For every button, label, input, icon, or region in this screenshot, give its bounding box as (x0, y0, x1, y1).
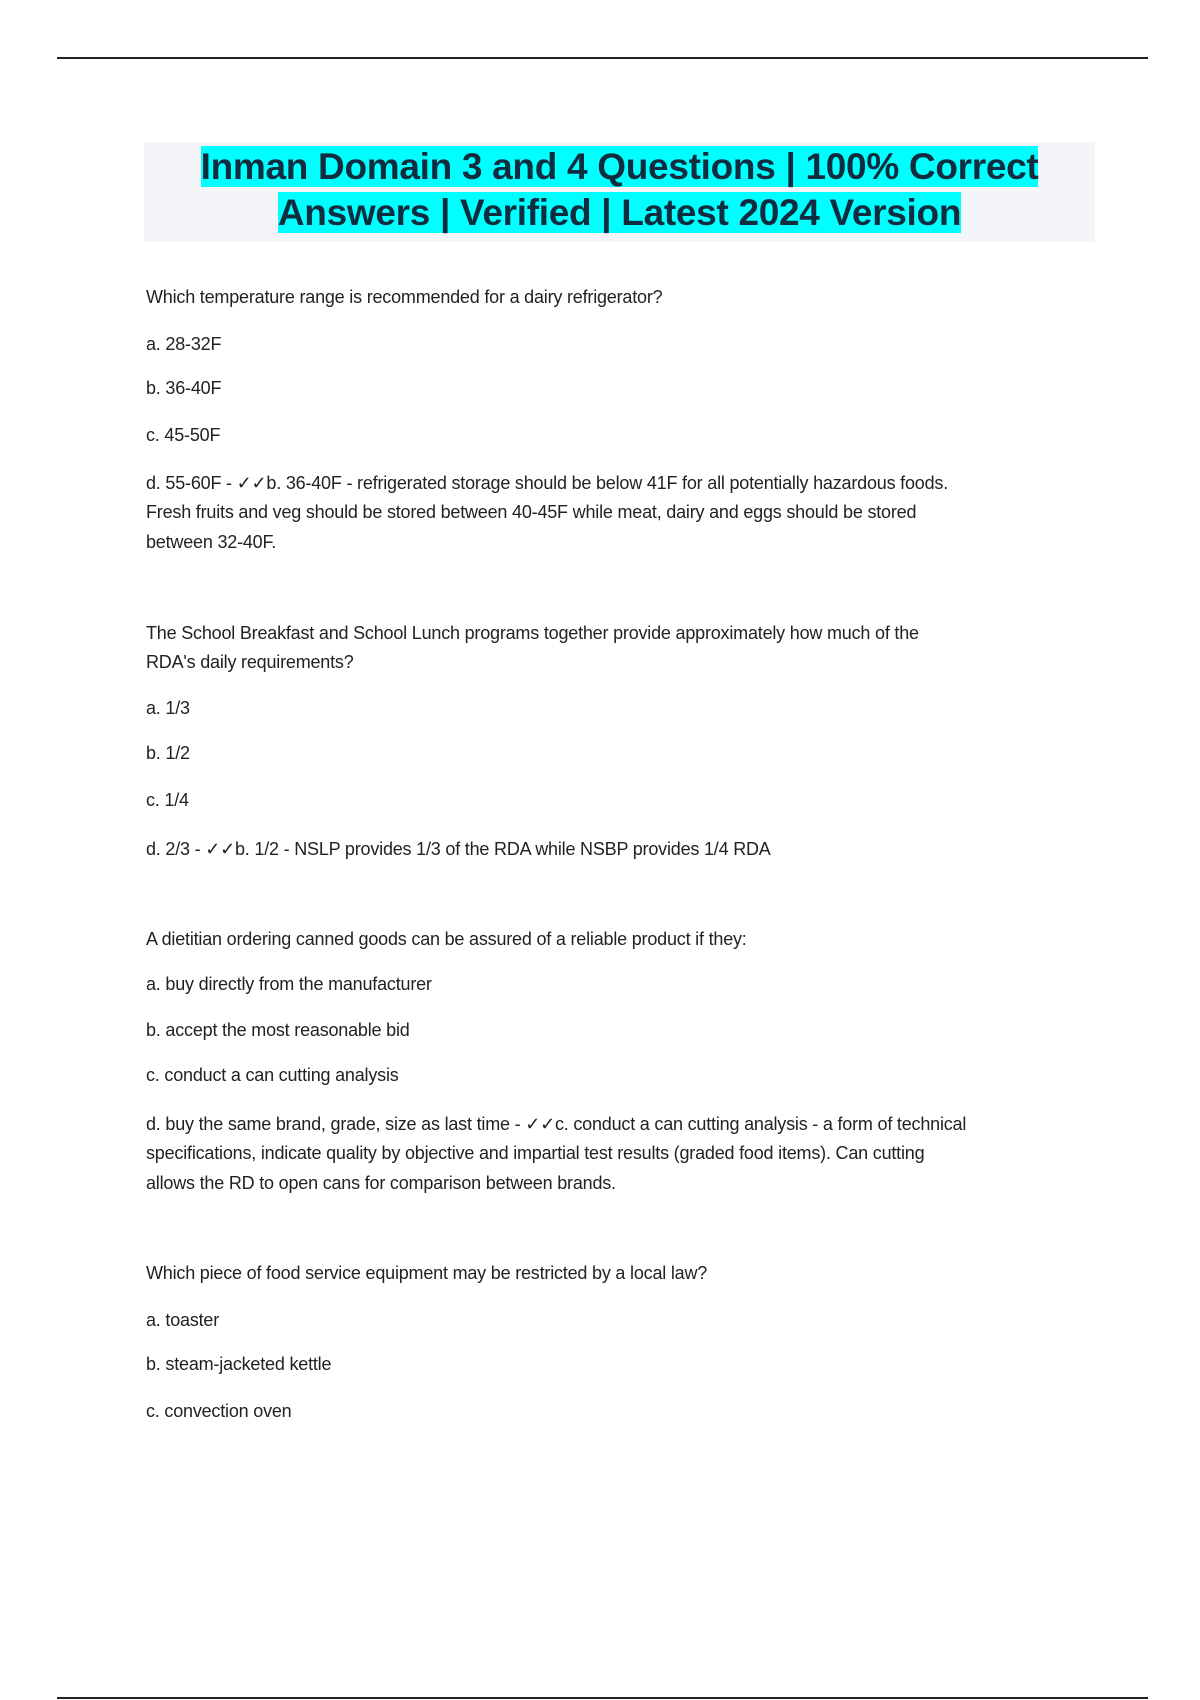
question-3-text: A dietitian ordering canned goods can be assured of a reliable product if they: (146, 929, 747, 949)
question-1-option-c: c. 45-50F (146, 425, 221, 445)
question-3-option-a: a. buy directly from the manufacturer (146, 974, 432, 994)
question-3-answer: allows the RD to open cans for comparison between brands. (146, 1173, 616, 1193)
bottom-rule (57, 1697, 1148, 1699)
question-1-text: Which temperature range is recommended for a dairy refrigerator? (146, 287, 663, 307)
question-2-option-b: b. 1/2 (146, 743, 190, 763)
question-3-option-b: b. accept the most reasonable bid (146, 1020, 410, 1040)
question-1-answer: d. 55-60F - ✓✓b. 36-40F - refrigerated storage should be below 41F for all potentially hazardous foods. (146, 473, 949, 493)
question-4-text: Which piece of food service equipment may be restricted by a local law? (146, 1263, 708, 1283)
question-3-answer: d. buy the same brand, grade, size as last time - ✓✓c. conduct a can cutting analysis - a form of technical (146, 1114, 967, 1134)
question-1-answer: Fresh fruits and veg should be stored between 40-45F while meat, dairy and eggs should be stored (146, 502, 917, 522)
question-3-option-c: c. conduct a can cutting analysis (146, 1065, 399, 1085)
question-4-option-a: a. toaster (146, 1310, 220, 1330)
question-2-text: RDA's daily requirements? (146, 652, 354, 672)
question-4-option-b: b. steam-jacketed kettle (146, 1354, 332, 1374)
document-title (144, 144, 1095, 236)
question-1-option-a: a. 28-32F (146, 334, 222, 354)
title-line-2: Answers | Verified | Latest 2024 Version (277, 192, 962, 233)
question-2-answer: d. 2/3 - ✓✓b. 1/2 - NSLP provides 1/3 of the RDA while NSBP provides 1/4 RDA (146, 839, 771, 859)
question-3-answer: specifications, indicate quality by objective and impartial test results (graded food items). Can cutting (146, 1143, 925, 1163)
question-2-text: The School Breakfast and School Lunch programs together provide approximately how much of the (146, 623, 919, 643)
title-line-1: Inman Domain 3 and 4 Questions | 100% Correct (200, 146, 1039, 187)
question-1-option-b: b. 36-40F (146, 378, 222, 398)
top-rule (57, 57, 1148, 59)
question-2-option-a: a. 1/3 (146, 698, 190, 718)
question-2-option-c: c. 1/4 (146, 790, 189, 810)
question-1-answer: between 32-40F. (146, 532, 277, 552)
question-4-option-c: c. convection oven (146, 1401, 292, 1421)
